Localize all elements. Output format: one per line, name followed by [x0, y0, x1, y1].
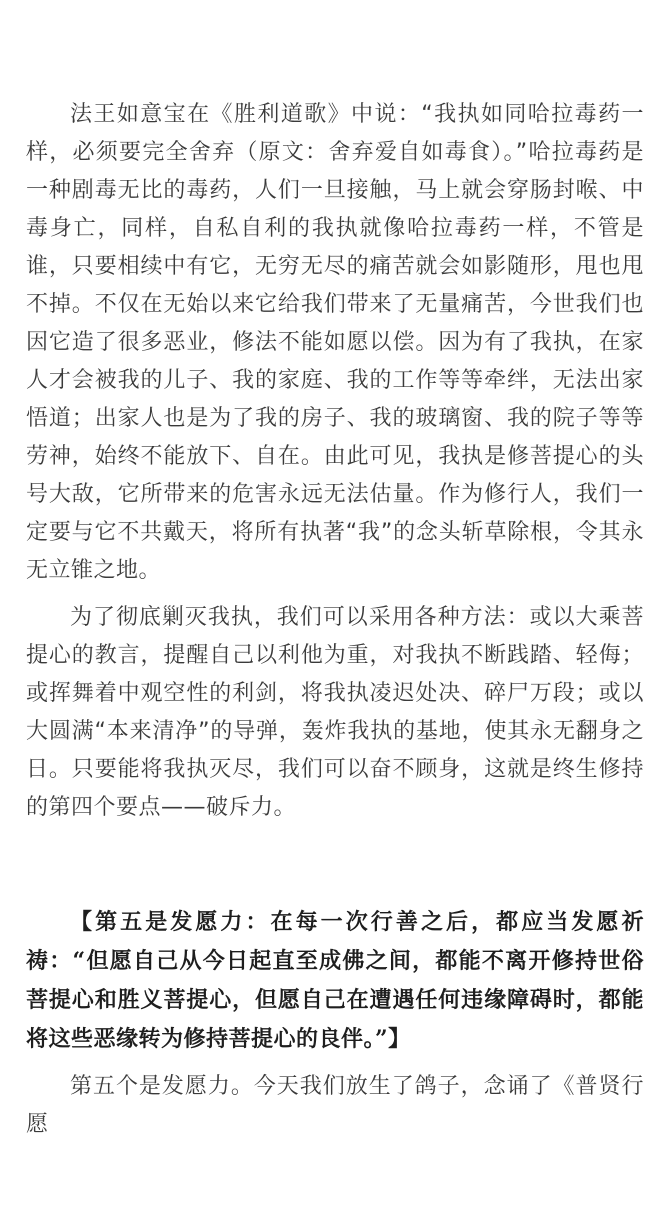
- article-body: [26, 96, 644, 1144]
- paragraph-2: 为了彻底剿灭我执，我们可以采用各种方法：或以大乘菩提心的教言，提醒自己以利他为重，对我执不断践踏、轻侮；或挥舞着中观空性的利剑，将我执凌迟处决、碎尸万段；或以大圆满“本来清净”的导弹，轰炸我执的基地，使其永无翻身之日。只要能将我执灭尽，我们可以奋不顾身，这就是终生修持的第四个要点——破斥力。: [26, 605, 644, 820]
- section-heading-fifth-power: 【第五是发愿力：在每一次行善之后，都应当发愿祈祷：“但愿自己从今日起直至成佛之间，都能不离开修持世俗菩提心和胜义菩提心，但愿自己在遭遇任何违缘障碍时，都能将这些恶缘转为修持菩提心的良伴。”】: [26, 909, 644, 1052]
- paragraph-1: 法王如意宝在《胜利道歌》中说：“我执如同哈拉毒药一样，必须要完全舍弃（原文：舍弃爱自如毒食）。”哈拉毒药是一种剧毒无比的毒药，人们一旦接触，马上就会穿肠封喉、中毒身亡，同样，自私自利的我执就像哈拉毒药一样，不管是谁，只要相续中有它，无穷无尽的痛苦就会如影随形，甩也甩不掉。不仅在无始以来它给我们带来了无量痛苦，今世我们也因它造了很多恶业，修法不能如愿以偿。因为有了我执，在家人才会被我的儿子、我的家庭、我的工作等等牵绊，无法出家悟道；出家人也是为了我的房子、我的玻璃窗、我的院子等等劳神，始终不能放下、自在。由此可见，我执是修菩提心的头号大敌，它所带来的危害永远无法估量。作为修行人，我们一定要与它不共戴天，将所有执著“我”的念头斩草除根，令其永无立锥之地。: [26, 102, 644, 583]
- paragraph-3: 第五个是发愿力。今天我们放生了鸽子，念诵了《普贤行愿: [26, 1074, 644, 1137]
